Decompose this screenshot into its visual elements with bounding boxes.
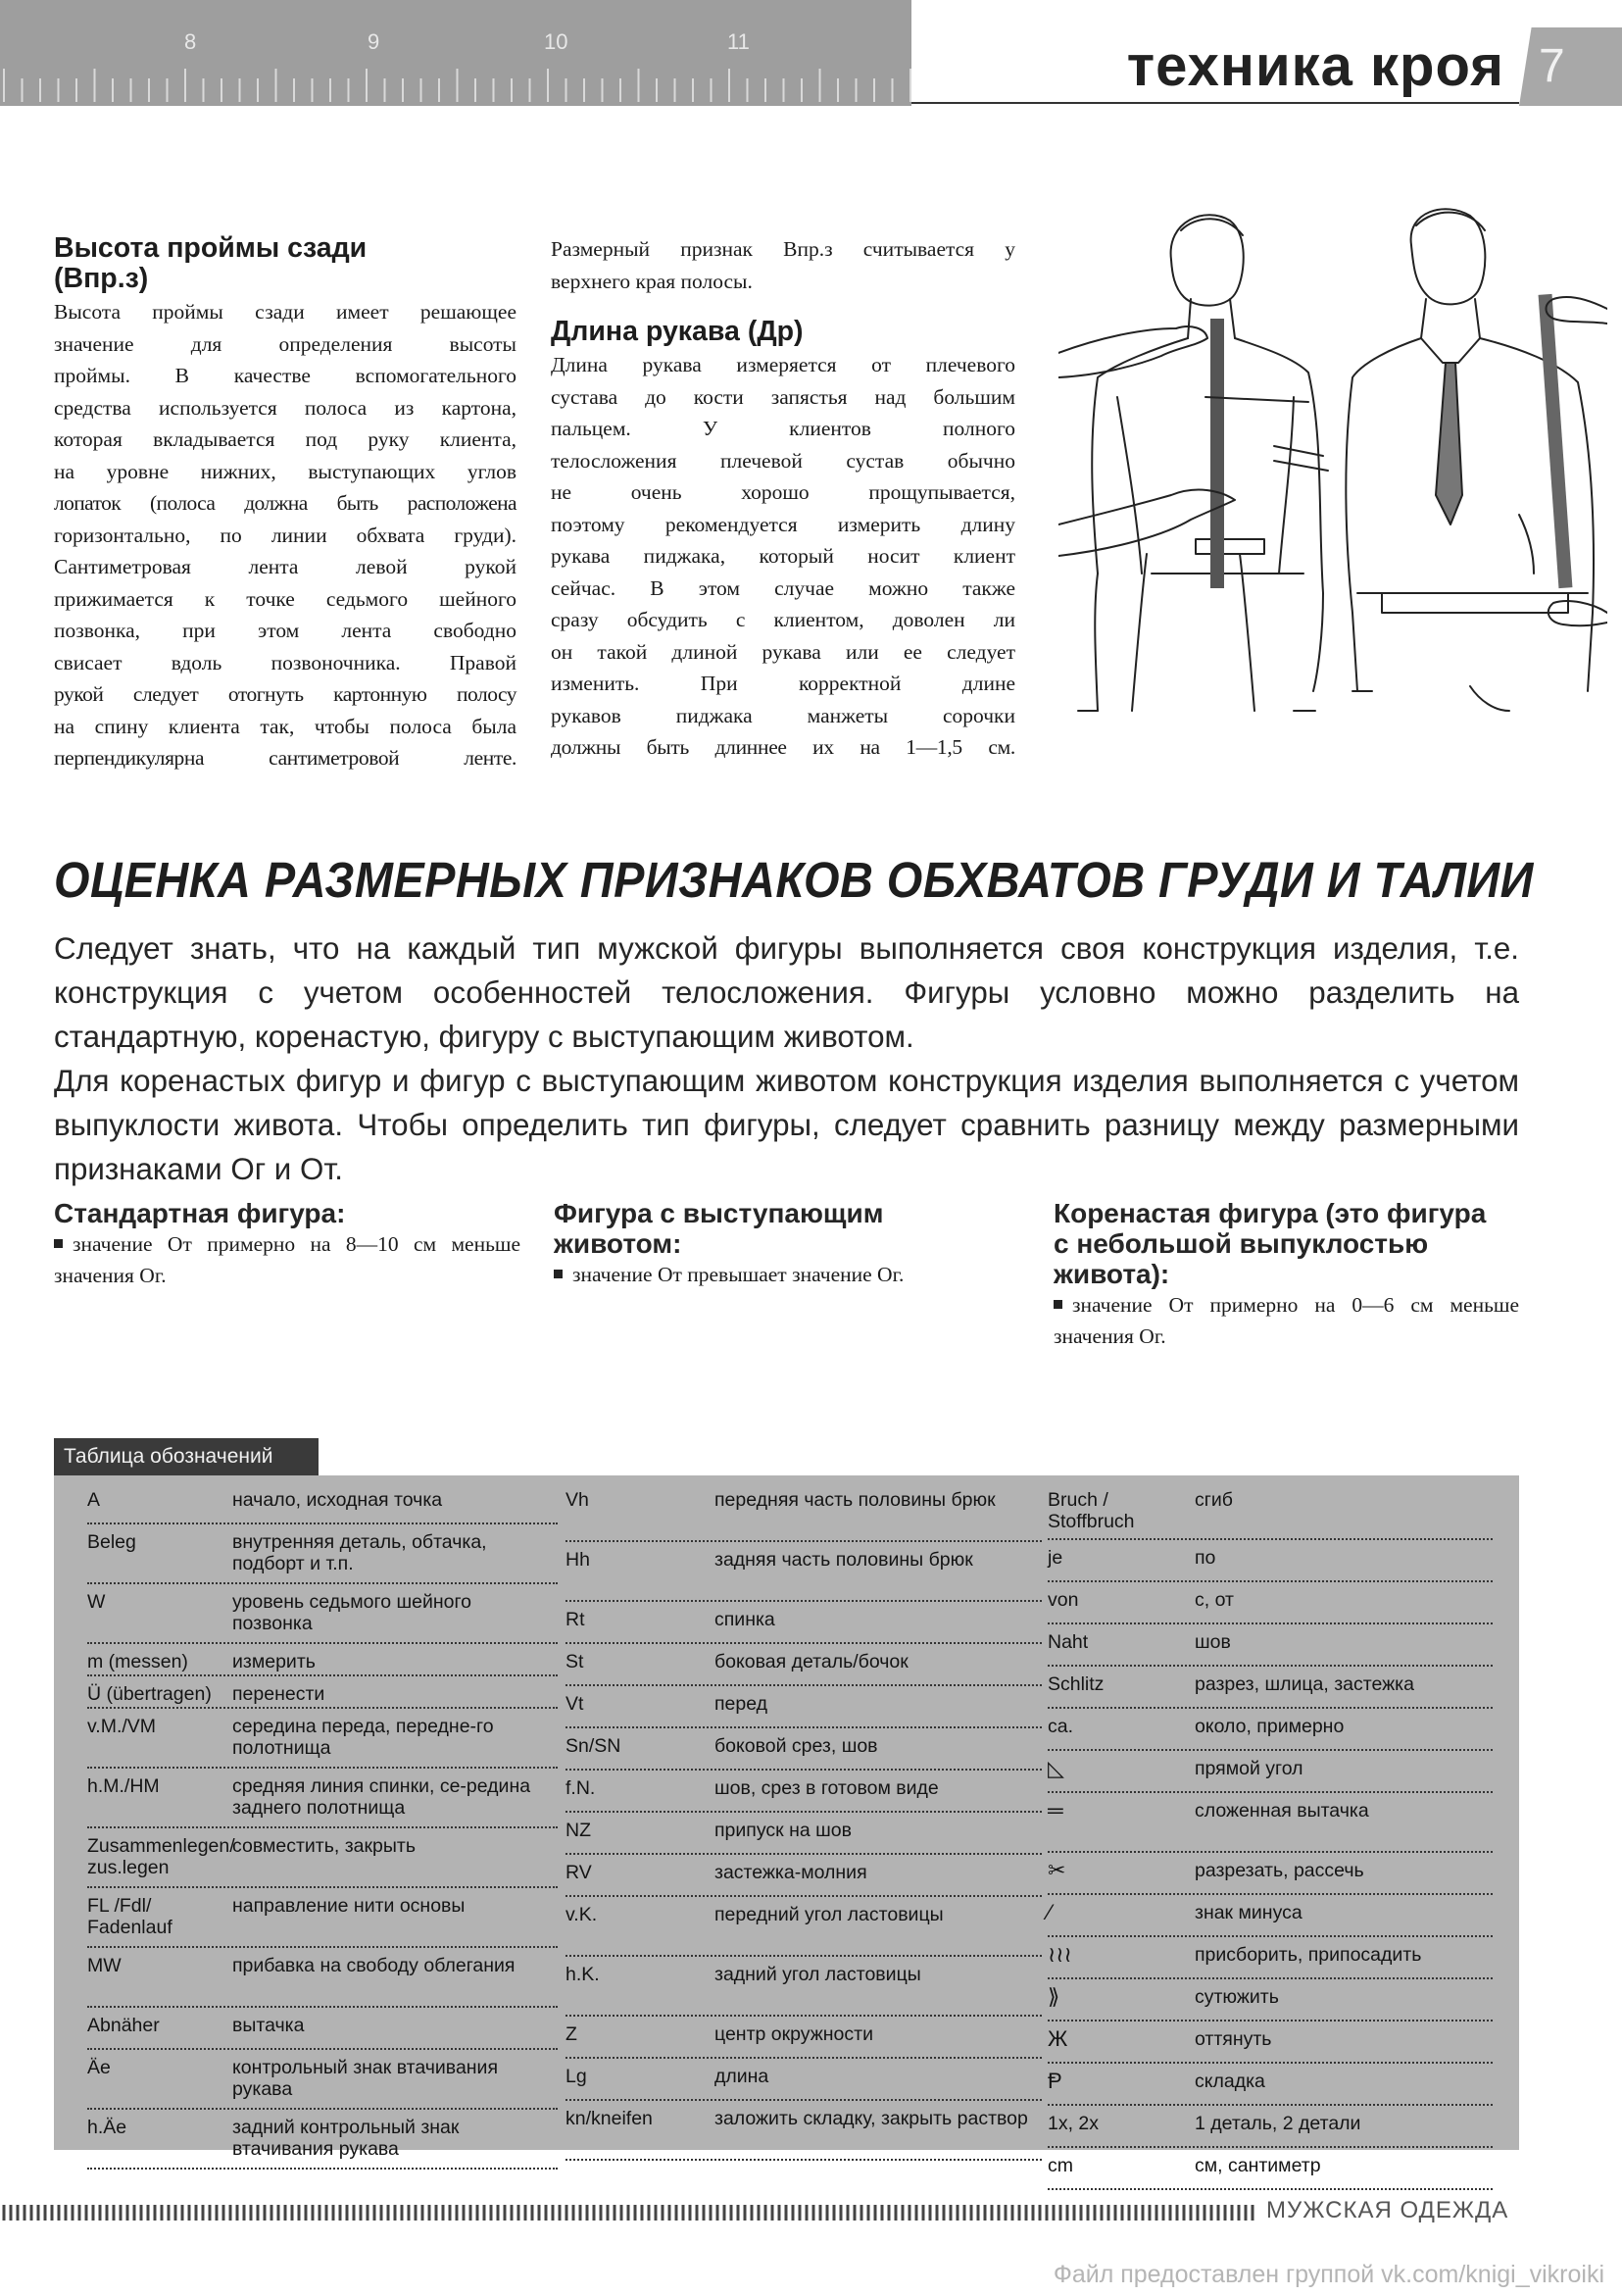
table-abbreviation: m (messen) xyxy=(87,1651,188,1672)
table-row xyxy=(565,1733,1042,1771)
table-abbreviation: Beleg xyxy=(87,1531,136,1553)
text-line: сустава до кости запястья над большим xyxy=(551,384,1015,409)
table-meaning: начало, исходная точка xyxy=(232,1489,443,1511)
table-row xyxy=(565,1649,1042,1686)
table-abbreviation: v.K. xyxy=(565,1904,598,1925)
sleeve-length-column xyxy=(551,233,1015,764)
text-line: рукой следует отогнуть картонную полосу xyxy=(54,682,516,706)
table-meaning: контрольный знак втачивания рукава xyxy=(232,2057,499,2100)
pleat-icon: Ᵽ xyxy=(1048,2069,1062,2093)
table-meaning: шов xyxy=(1195,1631,1231,1653)
armhole-height-column xyxy=(54,233,516,774)
table-row xyxy=(565,1691,1042,1728)
table-row xyxy=(1048,1900,1493,1937)
table-abbreviation: NZ xyxy=(565,1820,591,1841)
table-row xyxy=(565,2021,1042,2059)
table-row xyxy=(565,1902,1042,1957)
table-meaning: задний контрольный знак втачивания рукава xyxy=(232,2117,460,2160)
table-meaning: средняя линия спинки, се-редина заднего полотнища xyxy=(232,1775,531,1819)
table-row xyxy=(565,1775,1042,1813)
table-row xyxy=(565,1547,1042,1602)
table-meaning: разрез, шлица, застежка xyxy=(1195,1673,1414,1695)
table-row xyxy=(1048,2026,1493,2064)
text-line: горизонтально, по линии обхвата груди). xyxy=(54,523,516,547)
text-line: проймы. В качестве вспомогательного xyxy=(54,364,516,387)
bullet-icon xyxy=(1054,1300,1062,1309)
table-meaning: разрезать, рассечь xyxy=(1195,1860,1364,1881)
sleeve-length-heading: Длина рукава (Др) xyxy=(551,316,804,347)
table-meaning: длина xyxy=(714,2066,769,2087)
table-abbreviation: h.M./HM xyxy=(87,1775,160,1797)
table-row xyxy=(87,2115,558,2170)
front-view-figure xyxy=(1346,209,1607,711)
table-row xyxy=(1048,1629,1493,1667)
figure-type-text: значение От примерно на 8—10 см меньше значения Ог. xyxy=(54,1232,520,1287)
table-row xyxy=(565,1818,1042,1855)
text-line: свисает вдоль позвоночника. Правой xyxy=(54,650,516,674)
table-row xyxy=(87,1714,558,1769)
table-abbreviation: Abnäher xyxy=(87,2015,160,2036)
text-line: не очень хорошо прощупывается, xyxy=(551,480,1015,504)
table-abbreviation: Naht xyxy=(1048,1631,1089,1653)
table-row xyxy=(1048,1545,1493,1582)
table-abbreviation: Äe xyxy=(87,2057,111,2078)
text-line: сразу обсудить с клиентом, доволен ли xyxy=(551,608,1015,631)
table-row xyxy=(1048,1587,1493,1624)
text-line: на уровне нижних, выступающих углов xyxy=(54,459,516,483)
table-row xyxy=(87,1529,558,1584)
figure-type-standard xyxy=(54,1198,520,1291)
figure-type-description xyxy=(554,1259,1014,1290)
table-meaning: задний угол ластовицы xyxy=(714,1964,921,1985)
intro-paragraph: Для коренастых фигур и фигур с выступающим животом конструкция изделия выполняется с учетом выпуклости живота. Чтобы определить тип фигуры, следует сравнить разницу между размерными признаками Ог и От. xyxy=(54,1064,1519,1186)
table-meaning: направление нити основы xyxy=(232,1895,466,1917)
gather-icon: ≀≀≀ xyxy=(1048,1942,1072,1967)
table-abbreviation: Zusammenlegen/ zus.legen xyxy=(87,1835,235,1878)
text-line: рукава пиджака, который носит клиент xyxy=(551,544,1015,568)
table-meaning: заложить складку, закрыть раствор xyxy=(714,2108,1028,2129)
table-row xyxy=(87,1953,558,2008)
table-row xyxy=(1048,1487,1493,1540)
table-abbreviation: FL /Fdl/ Fadenlauf xyxy=(87,1895,172,1938)
table-meaning: середина переда, передне-го полотнища xyxy=(232,1716,494,1759)
table-row xyxy=(1048,2153,1493,2190)
bullet-icon xyxy=(554,1270,563,1278)
section-title: техника кроя xyxy=(1126,34,1504,98)
header-ruler-band xyxy=(0,0,911,106)
table-abbreviation: MW xyxy=(87,1955,122,1976)
folded-dart-icon: ═ xyxy=(1048,1798,1063,1822)
table-meaning: по xyxy=(1195,1547,1216,1569)
text-line: на спину клиента так, чтобы полоса была xyxy=(54,714,516,738)
table-meaning: боковая деталь/бочок xyxy=(714,1651,909,1672)
figure-type-protruding-belly xyxy=(554,1198,1014,1290)
table-abbreviation: RV xyxy=(565,1862,592,1883)
table-abbreviation: W xyxy=(87,1591,106,1613)
figure-type-stocky xyxy=(1054,1198,1519,1352)
table-abbreviation: f.N. xyxy=(565,1777,596,1799)
table-abbreviation: Vt xyxy=(565,1693,584,1715)
table-row xyxy=(87,1773,558,1828)
table-meaning: перенести xyxy=(232,1683,325,1705)
table-meaning: оттянуть xyxy=(1195,2028,1272,2050)
table-meaning: внутренняя деталь, обтачка, подборт и т.п. xyxy=(232,1531,487,1574)
figure-type-description xyxy=(54,1228,520,1291)
table-abbreviation: h.K. xyxy=(565,1964,600,1985)
right-angle-icon: ◺ xyxy=(1048,1756,1064,1780)
text-line: средства используется полоса из картона, xyxy=(54,395,516,420)
table-abbreviation: Hh xyxy=(565,1549,590,1571)
table-row xyxy=(87,2013,558,2050)
text-line: верхнего края полосы. xyxy=(551,269,753,293)
table-meaning: измерить xyxy=(232,1651,316,1672)
ruler-number: 9 xyxy=(368,29,380,54)
table-meaning: спинка xyxy=(714,1609,775,1630)
figure-type-text: значение От примерно на 0—6 см меньше значения Ог. xyxy=(1054,1293,1519,1348)
text-line: Сантиметровая лента левой рукой xyxy=(54,555,516,578)
table-abbreviation: Z xyxy=(565,2023,577,2045)
table-abbreviation: ca. xyxy=(1048,1716,1074,1737)
table-row xyxy=(87,1681,558,1709)
table-meaning: уровень седьмого шейного позвонка xyxy=(232,1591,471,1634)
table-meaning: около, примерно xyxy=(1195,1716,1345,1737)
back-view-figure xyxy=(1058,215,1328,711)
figure-type-text: значение От превышает значение Ог. xyxy=(572,1263,905,1286)
table-meaning: складка xyxy=(1195,2071,1265,2092)
table-abbreviation: je xyxy=(1048,1547,1063,1569)
table-row xyxy=(1048,1798,1493,1853)
table-abbreviation: cm xyxy=(1048,2155,1073,2176)
table-abbreviation: v.M./VM xyxy=(87,1716,157,1737)
bullet-icon xyxy=(54,1239,63,1248)
page-number-tab xyxy=(1519,27,1622,106)
text-line: должны быть длиннее их на 1—1,5 см. xyxy=(551,735,1015,759)
table-abbreviation: Vh xyxy=(565,1489,589,1511)
table-meaning: боковой срез, шов xyxy=(714,1735,878,1757)
table-column-1 xyxy=(87,1487,558,2174)
figure-type-title: Фигура с выступающим животом: xyxy=(554,1198,884,1259)
table-meaning: прямой угол xyxy=(1195,1758,1303,1779)
table-abbreviation: Ü (übertragen) xyxy=(87,1683,212,1705)
table-meaning: сложенная вытачка xyxy=(1195,1800,1369,1822)
table-row xyxy=(1048,1984,1493,2021)
armhole-height-text xyxy=(54,296,516,774)
table-row xyxy=(565,1487,1042,1542)
table-abbreviation: kn/kneifen xyxy=(565,2108,653,2129)
text-line: Размерный признак Впр.з считывается у xyxy=(551,237,1015,261)
table-abbreviation: A xyxy=(87,1489,101,1511)
table-abbreviation: h.Äe xyxy=(87,2117,127,2138)
table-row xyxy=(1048,2111,1493,2148)
table-abbreviation: Bruch / Stoffbruch xyxy=(1048,1489,1135,1532)
table-meaning: передняя часть половины брюк xyxy=(714,1489,996,1511)
text-line: рукавов пиджака манжеты сорочки xyxy=(551,703,1015,727)
text-line: сейчас. В этом случае можно также xyxy=(551,575,1015,600)
symbols-table xyxy=(54,1475,1519,2176)
text-line: поэтому рекомендуется измерить длину xyxy=(551,512,1015,536)
table-row xyxy=(87,1833,558,1888)
text-line: которая вкладывается под руку клиента, xyxy=(54,427,516,451)
figure-type-description xyxy=(1054,1289,1519,1352)
text-line: перпендикулярна сантиметровой ленте. xyxy=(54,746,516,770)
figure-type-title: Стандартная фигура: xyxy=(54,1198,346,1228)
table-row xyxy=(87,1589,558,1644)
source-credit: Файл предоставлен группой vk.com/knigi_vikroiki xyxy=(1053,2261,1604,2288)
table-meaning: передний угол ластовицы xyxy=(714,1904,944,1925)
ruler-number: 11 xyxy=(727,29,750,54)
table-meaning: присборить, припосадить xyxy=(1195,1944,1422,1966)
text-line: он такой длиной рукава или ее следует xyxy=(551,639,1015,664)
table-meaning: см, сантиметр xyxy=(1195,2155,1321,2176)
text-line: телосложения плечевой сустав обычно xyxy=(551,448,1015,473)
section-heading: ОЦЕНКА РАЗМЕРНЫХ ПРИЗНАКОВ ОБХВАТОВ ГРУДИ И ТАЛИИ xyxy=(54,852,1534,908)
scissors-icon: ✂ xyxy=(1048,1858,1066,1882)
table-row xyxy=(565,1607,1042,1644)
shrink-icon: ⟫ xyxy=(1048,1984,1060,2009)
text-line: значение для определения высоты xyxy=(54,331,516,356)
table-row xyxy=(1048,1942,1493,1979)
table-abbreviation: Sn/SN xyxy=(565,1735,621,1757)
table-column-2 xyxy=(565,1487,1042,2166)
table-abbreviation: Lg xyxy=(565,2066,587,2087)
table-row xyxy=(1048,1858,1493,1895)
table-meaning: припуск на шов xyxy=(714,1820,852,1841)
table-meaning: совместить, закрыть xyxy=(232,1835,416,1857)
table-abbreviation: Schlitz xyxy=(1048,1673,1105,1695)
sleeve-length-text xyxy=(551,349,1015,764)
text-line: пальцем. У клиентов полного xyxy=(551,417,1015,440)
table-row xyxy=(565,1860,1042,1897)
ruler-ticks xyxy=(0,0,911,106)
table-meaning: с, от xyxy=(1195,1589,1234,1611)
table-label: Таблица обозначений xyxy=(54,1438,319,1475)
table-meaning: 1 деталь, 2 детали xyxy=(1195,2113,1361,2134)
ruler-number: 10 xyxy=(544,29,568,54)
text-line: лопаток (полоса должна быть расположена xyxy=(54,491,516,515)
table-row xyxy=(87,1893,558,1948)
ruler-number: 8 xyxy=(184,29,197,54)
table-row xyxy=(1048,2069,1493,2106)
table-meaning: центр окружности xyxy=(714,2023,873,2045)
text-line: Высота проймы сзади имеет решающее xyxy=(54,300,516,324)
text-line: Длина рукава измеряется от плечевого xyxy=(551,353,1015,376)
table-row xyxy=(565,2064,1042,2101)
table-meaning: перед xyxy=(714,1693,768,1715)
text-line: прижимается к точке седьмого шейного xyxy=(54,586,516,611)
text-line: изменить. При корректной длине xyxy=(551,672,1015,695)
table-row xyxy=(87,1487,558,1524)
table-row xyxy=(565,2106,1042,2161)
intro-text xyxy=(54,926,1519,1191)
table-abbreviation: 1x, 2x xyxy=(1048,2113,1100,2134)
table-row xyxy=(1048,1672,1493,1709)
page-number: 7 xyxy=(1539,40,1565,92)
table-abbreviation: von xyxy=(1048,1589,1079,1611)
table-abbreviation: Rt xyxy=(565,1609,585,1630)
table-abbreviation: St xyxy=(565,1651,584,1672)
table-meaning: шов, срез в готовом виде xyxy=(714,1777,939,1799)
table-row xyxy=(565,1962,1042,2017)
table-meaning: вытачка xyxy=(232,2015,305,2036)
table-meaning: знак минуса xyxy=(1195,1902,1303,1923)
table-meaning: застежка-молния xyxy=(714,1862,867,1883)
armhole-height-heading: Высота проймы сзади (Впр.з) xyxy=(54,232,368,294)
table-row xyxy=(1048,1714,1493,1751)
table-row xyxy=(87,2055,558,2110)
table-meaning: задняя часть половины брюк xyxy=(714,1549,973,1571)
measurement-illustration xyxy=(1058,201,1607,760)
table-meaning: прибавка на свободу облегания xyxy=(232,1955,516,1976)
table-meaning: сутюжить xyxy=(1195,1986,1279,2008)
minus-sign-icon: ⁄ xyxy=(1048,1900,1052,1924)
header-rule xyxy=(911,102,1519,104)
text-line: позвонка, при этом лента свободно xyxy=(54,619,516,642)
figure-type-title: Коренастая фигура (это фигура с небольшой выпуклостью живота): xyxy=(1054,1198,1487,1289)
table-row xyxy=(87,1649,558,1676)
footer-barcode-strip xyxy=(0,2203,1254,2222)
table-row xyxy=(1048,1756,1493,1793)
magazine-name: МУЖСКАЯ ОДЕЖДА xyxy=(1266,2197,1509,2223)
intro-paragraph: Следует знать, что на каждый тип мужской фигуры выполняется своя конструкция изделия, т.е. конструкция с учетом особенностей телосложения. Фигуры условно можно разделить на стандартную, коренастую, фигуру с выступающим животом. xyxy=(54,931,1519,1054)
table-column-3 xyxy=(1048,1487,1493,2195)
table-meaning: сгиб xyxy=(1195,1489,1233,1511)
stretch-icon: Ж xyxy=(1048,2026,1068,2051)
